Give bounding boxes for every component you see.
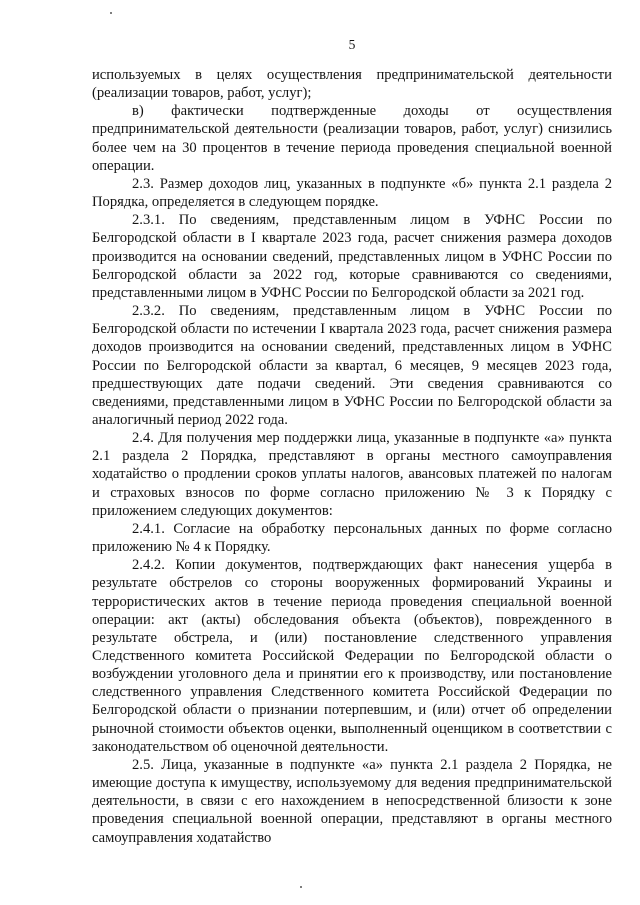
paragraph-2-4-2: 2.4.2. Копии документов, подтверждающих факт нанесения ущерба в результате обстрелов со стороны вооруженных формирований Украины и террористических актов в течение периода проведения специальной военной операции: акт (акты) обследования объекта (объектов), поврежденного в результате обстрела, и (или) постановление следственного управления Следственного комитета Российской Федерации по Белгородской области о возбуждении уголовного дела и принятии его к производству, или постановление следственного управления Следственного комитета Российской Федерации по Белгородской области о признании потерпевшим, и (или) отчет об определении рыночной стоимости объектов оценки, выполненный оценщиком в соответствии с законодательством об оценочной деятельности. [92,557,612,755]
page-number: 5 [348,37,356,52]
paragraph-2-4-1: 2.4.1. Согласие на обработку персональных данных по форме согласно приложению № 4 к Порядку. [92,520,612,556]
paragraph-2-4: 2.4. Для получения мер поддержки лица, указанные в подпункте «а» пункта 2.1 раздела 2 Порядка, представляют в органы местного самоуправления ходатайство о продлении сроков уплаты налогов, авансовых платежей по налогам и страховых взносов по форме согласно приложению № 3 к Порядку с приложением следующих документов: [92,430,612,519]
paragraph-2-3: 2.3. Размер доходов лиц, указанных в подпункте «б» пункта 2.1 раздела 2 Порядка, определяется в следующем порядке. [92,175,612,211]
paragraph-continuation: используемых в целях осуществления предпринимательской деятельности (реализации товаров, работ, услуг); [92,67,612,102]
paragraph-2-5: 2.5. Лица, указанные в подпункте «а» пункта 2.1 раздела 2 Порядка, не имеющие доступа к имуществу, используемому для ведения предпринимательской деятельности, в связи с его нахождением в непосредственной близости к зоне проведения специальной военной операции, представляют в органы местного самоуправления ходатайство [92,756,612,846]
scan-speck [300,886,302,888]
paragraph-item-v: в) фактически подтвержденные доходы от осуществления предпринимательской деятельности (реализации товаров, работ, услуг) снизились более чем на 30 процентов в течение периода проведения специальной военной операции. [92,103,612,174]
paragraph-2-3-1: 2.3.1. По сведениям, представленным лицом в УФНС России по Белгородской области в I квартале 2023 года, расчет снижения размера доходов производится на основании сведений, представленных лицом в УФНС России по Белгородской области за 2022 год, которые сравниваются со сведениями, представленными лицом в УФНС России по Белгородской области за 2021 год. [92,212,612,301]
paragraph-2-3-2: 2.3.2. По сведениям, представленным лицом в УФНС России по Белгородской области по истечении I квартала 2023 года, расчет снижения размера доходов производится на основании сведений, представленных лицом в УФНС России по Белгородской области за квартал, 6 месяцев, 9 месяцев 2023 года, предшествующих дате подачи сведений. Эти сведения сравниваются со сведениями, представленными лицом в УФНС России по Белгородской области за аналогичный период 2022 года. [92,303,612,428]
scan-speck [110,12,112,14]
